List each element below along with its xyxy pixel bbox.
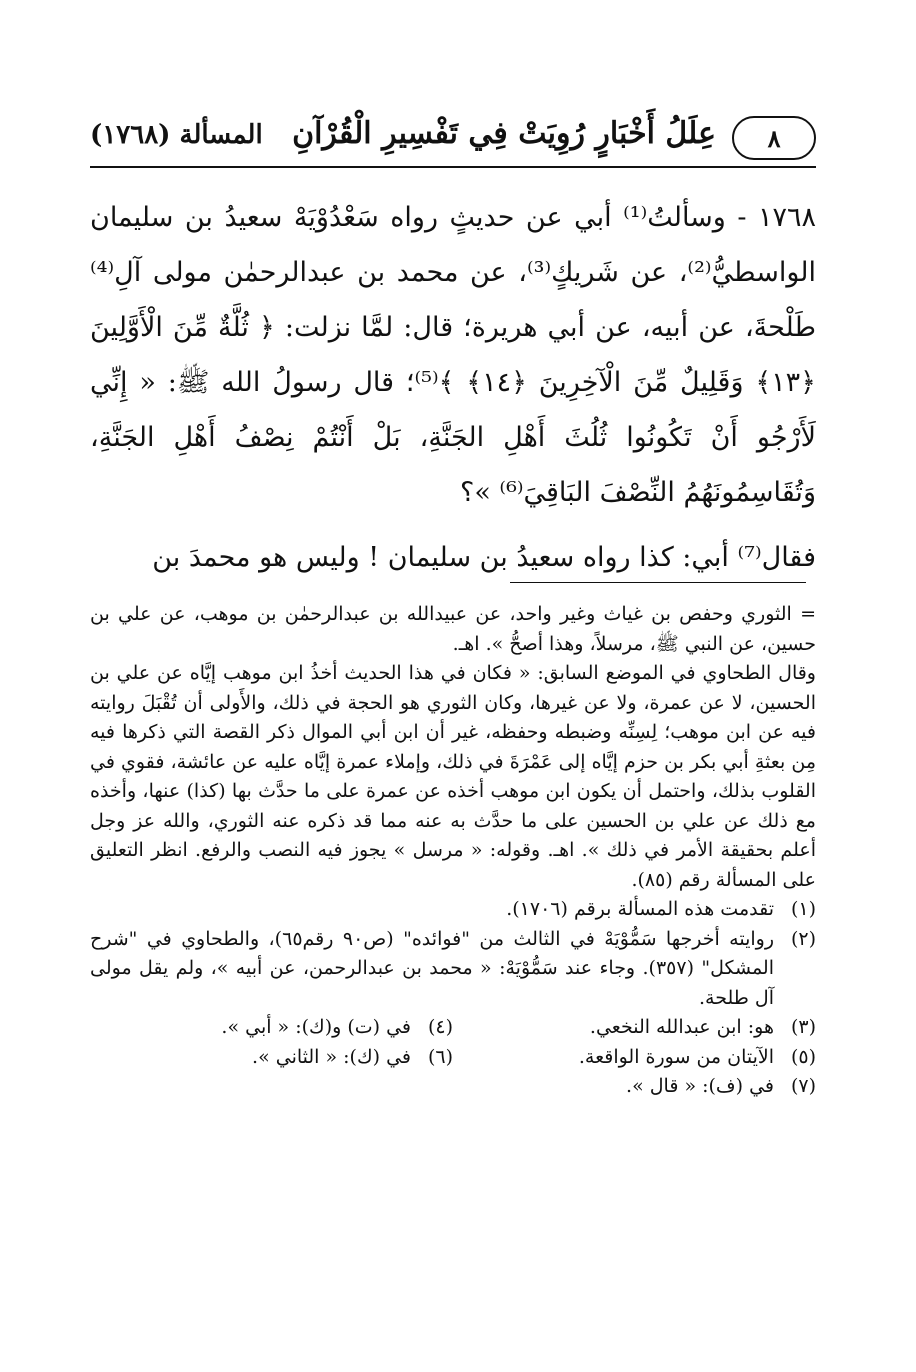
main-paragraph-2: فقال⁽⁷⁾ أبي: كذا رواه سعيدُ بن سليمان ! وليس هو محمدَ بن	[152, 542, 816, 573]
footnote-2	[90, 925, 816, 1014]
page-header	[90, 112, 816, 166]
page-number: ٨	[732, 116, 816, 160]
note-continuation-1: = الثوري وحفص بن غياث وغير واحد، عن عبيدالله بن عبدالرحمٰن بن موهب، عن علي بن حسين، عن النبي ﷺ، مرسلاً، وهذا أصحُّ ». اهـ.	[90, 603, 816, 655]
issue-label: المسألة (١٧٦٨)	[90, 120, 263, 150]
footnote-7	[436, 1072, 816, 1102]
footnote-row-3-4	[90, 1013, 816, 1043]
footnote-text: في (ت) و(ك): « أبي ».	[221, 1016, 411, 1038]
main-paragraph-1: ١٧٦٨ - وسألتُ⁽¹⁾ أبي عن حديثٍ رواه سَعْدُوْيَهْ سعيدُ بن سليمان الواسطيُّ⁽²⁾، عن شَريكٍ⁽³⁾، عن محمد بن عبدالرحمٰن مولى آلِ⁽⁴⁾ طَلْحةَ، عن أبيه، عن أبي هريرة؛ قال: لمَّا نزلت: ﴿ ثُلَّةٌ مِّنَ الْأَوَّلِينَ ﴿١٣﴾ وَقَلِيلٌ مِّنَ الْآخِرِينَ ﴿١٤﴾ ﴾⁽⁵⁾؛ قال رسولُ الله ﷺ: « إِنِّي لَأَرْجُو أَنْ تَكُونُوا ثُلُثَ أَهْلِ الجَنَّةِ، بَلْ أَنْتُمْ نِصْفُ أَهْلِ الجَنَّةِ، وَتُقَاسِمُونَهُمُ النِّصْفَ البَاقِيَ⁽⁶⁾ »؟	[90, 202, 816, 508]
footnote-text: تقدمت هذه المسألة برقم (١٧٠٦).	[506, 898, 774, 920]
footnote-number: (٤)	[427, 1016, 453, 1038]
footnote-text: هو: ابن عبدالله النخعي.	[589, 1016, 774, 1038]
footnote-number: (٥)	[790, 1045, 816, 1068]
footnote-text: في (ف): « قال ».	[626, 1075, 774, 1097]
footnote-5	[453, 1043, 816, 1073]
footnote-1	[90, 895, 816, 925]
footnote-text: روايته أخرجها سَمُّوْيَهْ في الثالث من "فوائده" (ص٩٠ رقم٦٥)، والطحاوي في "شرح المشكل" (٣٥٧). وجاء عند سَمُّوْيَهْ: « محمد بن عبدالرحمن، عن أبيه »، ولم يقل مولى آل طلحة.	[90, 927, 774, 1009]
footnote-text: الآيتان من سورة الواقعة.	[578, 1045, 774, 1068]
footnote-6	[90, 1043, 453, 1073]
footnote-number: (١)	[790, 898, 816, 920]
footnote-divider	[510, 582, 806, 583]
footnote-row-7	[90, 1072, 816, 1102]
footnote-4	[90, 1013, 453, 1043]
footnote-3	[453, 1013, 816, 1043]
footnote-number: (٣)	[790, 1016, 816, 1038]
note-continuation-2: وقال الطحاوي في الموضع السابق: « فكان في هذا الحديث أخذُ ابن موهب إيَّاه عن علي بن الحسين، لا عن عمرة، ولا عن غيرها، وكان الثوري هو الحجة في ذلك، والأَولى أن تُقْبَلَ روايته فيه عن ابن موهب؛ لِسِنِّه وضبطه وحفظه، غير أن ابن أبي الموال ذكر القصة التي ذكرها فيه مِن بعثةِ أبي بكر بن حزم إيَّاه إلى عَمْرَةَ في ذلك، وإملاء عمرة إيَّاه عليه عن عائشة، فقوي في القلوب بذلك، واحتمل أن يكون ابن موهب أخذه عن عمرة على ما حدَّث بها (كذا) عنها، وأخذه مع ذلك عن علي بن الحسين على ما حدَّث به عنه مما قد ذكره عنه الثوري، والله عز وجل أعلم بحقيقة الأمر في ذلك ». اهـ. وقوله: « مرسل » يجوز فيه النصب والرفع. انظر التعليق على المسألة رقم (٨٥).	[90, 662, 816, 891]
book-title: عِلَلُ أَخْبَارٍ رُوِيَتْ فِي تَفْسِيرِ الْقُرْآنِ	[292, 116, 716, 151]
footnote-number: (٢)	[790, 927, 816, 950]
header-divider	[90, 166, 816, 168]
footnote-row-5-6	[90, 1043, 816, 1073]
footnote-text: في (ك): « الثاني ».	[252, 1045, 411, 1068]
footnote-number: (٦)	[427, 1045, 453, 1068]
main-text	[90, 190, 816, 585]
footnote-number: (٧)	[790, 1075, 816, 1097]
footnotes	[90, 600, 816, 1102]
